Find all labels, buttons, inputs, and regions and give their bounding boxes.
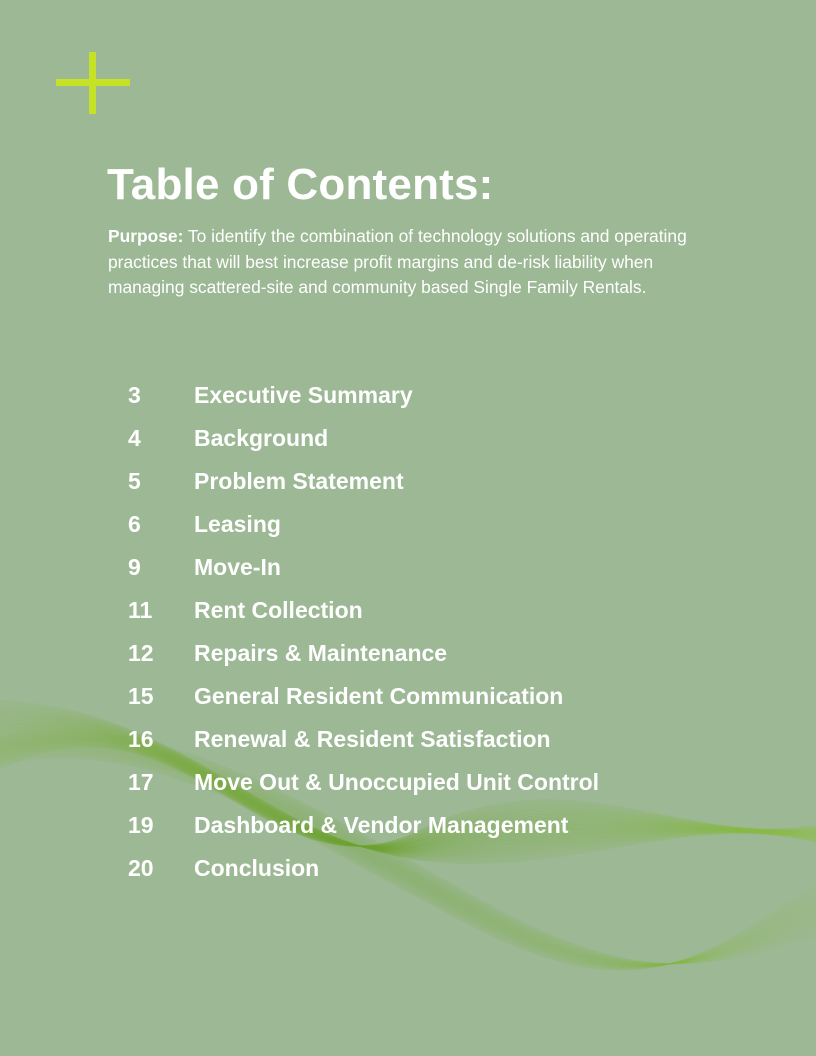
toc-section-title: Rent Collection bbox=[194, 597, 363, 623]
toc-entry[interactable] bbox=[0, 554, 816, 594]
toc-section-title: General Resident Communication bbox=[194, 683, 564, 709]
toc-page-number: 5 bbox=[128, 468, 141, 494]
toc-page-number: 20 bbox=[128, 855, 154, 881]
toc-section-title: Leasing bbox=[194, 511, 281, 537]
toc-page-number: 9 bbox=[128, 554, 141, 580]
toc-page-number: 16 bbox=[128, 726, 154, 752]
toc-page-number: 12 bbox=[128, 640, 154, 666]
toc-section-title: Move Out & Unoccupied Unit Control bbox=[194, 769, 600, 795]
toc-entry[interactable] bbox=[0, 769, 816, 809]
toc-section-title: Background bbox=[194, 425, 329, 451]
toc-entry[interactable] bbox=[0, 382, 816, 422]
toc-page-number: 15 bbox=[128, 683, 154, 709]
toc-entry[interactable] bbox=[0, 468, 816, 508]
toc-section-title: Conclusion bbox=[194, 855, 320, 881]
purpose-text: To identify the combination of technology solutions and operating practices that will best increase profit margins and de-risk liability when managing scattered-site and community based Single Family Rentals. bbox=[108, 226, 687, 297]
plus-icon bbox=[56, 52, 130, 114]
toc-section-title: Problem Statement bbox=[194, 468, 404, 494]
toc-entry[interactable] bbox=[0, 812, 816, 852]
toc-entry[interactable] bbox=[0, 511, 816, 551]
toc-entry[interactable] bbox=[0, 597, 816, 637]
toc-entry[interactable] bbox=[0, 640, 816, 680]
toc-page-number: 3 bbox=[128, 382, 141, 408]
toc-page-number: 19 bbox=[128, 812, 154, 838]
toc-entry[interactable] bbox=[0, 425, 816, 465]
toc-entry[interactable] bbox=[0, 726, 816, 766]
toc-entry[interactable] bbox=[0, 683, 816, 723]
toc-page-number: 11 bbox=[128, 597, 153, 623]
toc-page-number: 4 bbox=[128, 425, 141, 451]
purpose-label: Purpose: bbox=[108, 226, 184, 246]
toc-section-title: Move-In bbox=[194, 554, 281, 580]
toc-page-number: 17 bbox=[128, 769, 154, 795]
toc-section-title: Repairs & Maintenance bbox=[194, 640, 448, 666]
purpose-paragraph bbox=[108, 224, 688, 301]
toc-section-title: Renewal & Resident Satisfaction bbox=[194, 726, 551, 752]
toc-page-number: 6 bbox=[128, 511, 141, 537]
toc-entry[interactable] bbox=[0, 855, 816, 895]
page-title: Table of Contents: bbox=[107, 160, 494, 209]
toc-section-title: Dashboard & Vendor Management bbox=[194, 812, 569, 838]
toc-section-title: Executive Summary bbox=[194, 382, 413, 408]
